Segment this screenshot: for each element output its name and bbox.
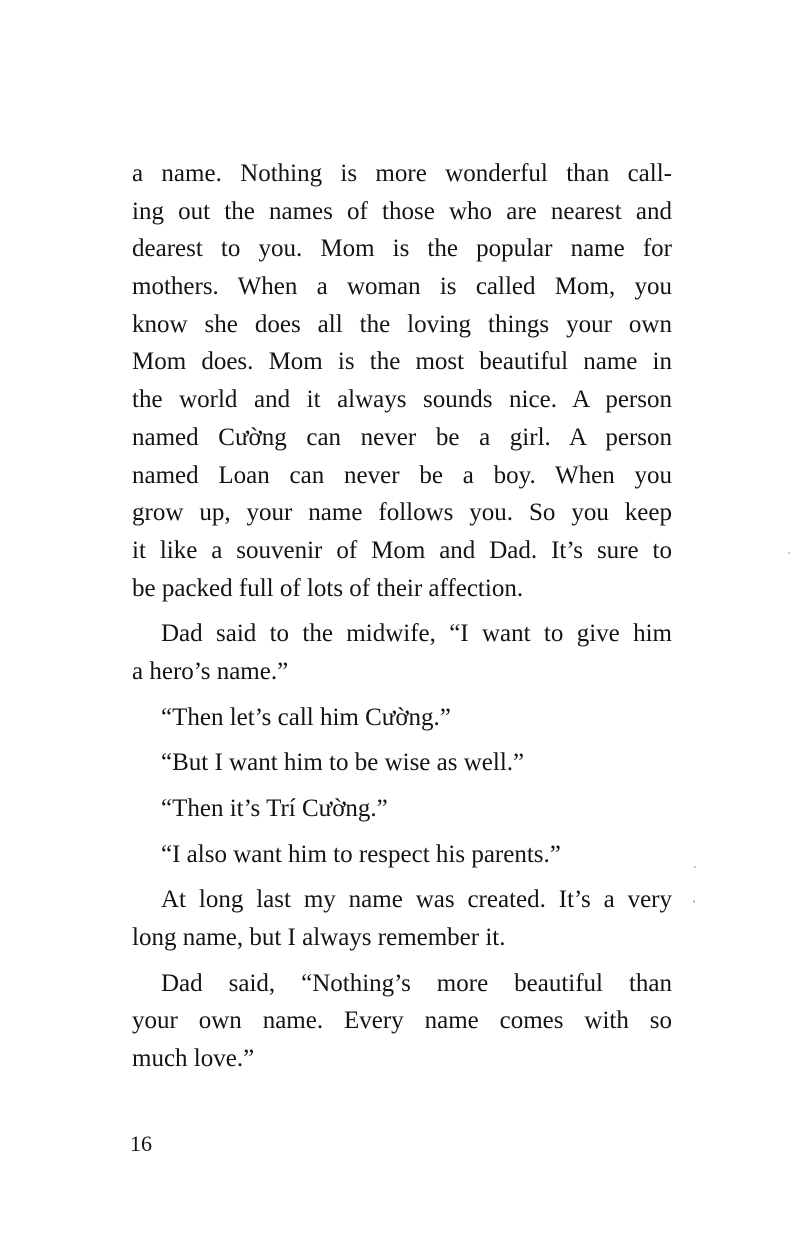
dialogue-line: “But I want him to be wise as well.” xyxy=(161,749,525,777)
text-line: dearest to you. Mom is the popular name for xyxy=(132,235,672,263)
paragraph-gap xyxy=(132,691,672,699)
text-line: mothers. When a woman is called Mom, you xyxy=(132,273,672,301)
paragraph-gap xyxy=(132,873,672,881)
text-line: Dad said, “Nothing’s more beautiful than xyxy=(161,969,672,997)
text-line: At long last my name was created. It’s a very xyxy=(161,886,672,914)
page-number: 16 xyxy=(130,1131,152,1156)
text-line: a hero’s name.” xyxy=(132,657,289,685)
text-line: know she does all the loving things your own xyxy=(132,310,672,338)
text-line: be packed full of lots of their affection. xyxy=(132,574,524,602)
text-line: your own name. Every name comes with so xyxy=(132,1007,672,1035)
text-line: long name, but I always remember it. xyxy=(132,924,506,952)
paragraph-gap xyxy=(132,736,672,744)
dialogue-line: “I also want him to respect his parents.” xyxy=(161,840,561,868)
paragraph-gap xyxy=(132,957,672,965)
text-line: Dad said to the midwife, “I want to give him xyxy=(161,620,672,648)
body-text xyxy=(132,155,672,1078)
paragraph-gap xyxy=(132,607,672,615)
text-line: Mom does. Mom is the most beautiful name in xyxy=(132,348,672,376)
text-line: it like a souvenir of Mom and Dad. It’s sure to xyxy=(132,536,672,564)
text-line: a name. Nothing is more wonderful than call- xyxy=(132,160,672,187)
text-line: ing out the names of those who are nearest and xyxy=(132,197,672,225)
paragraph-gap xyxy=(132,828,672,836)
dialogue-line: “Then let’s call him Cường.” xyxy=(161,703,451,731)
text-line: much love.” xyxy=(132,1045,255,1073)
scan-speck xyxy=(788,552,790,554)
text-line: named Loan can never be a boy. When you xyxy=(132,461,672,489)
scan-speck xyxy=(694,866,696,868)
paragraph-gap xyxy=(132,782,672,790)
text-line: grow up, your name follows you. So you keep xyxy=(132,499,672,527)
scan-speck xyxy=(693,900,695,903)
text-line: named Cường can never be a girl. A person xyxy=(132,423,672,451)
dialogue-line: “Then it’s Trí Cường.” xyxy=(161,795,388,822)
text-line: the world and it always sounds nice. A person xyxy=(132,386,672,414)
